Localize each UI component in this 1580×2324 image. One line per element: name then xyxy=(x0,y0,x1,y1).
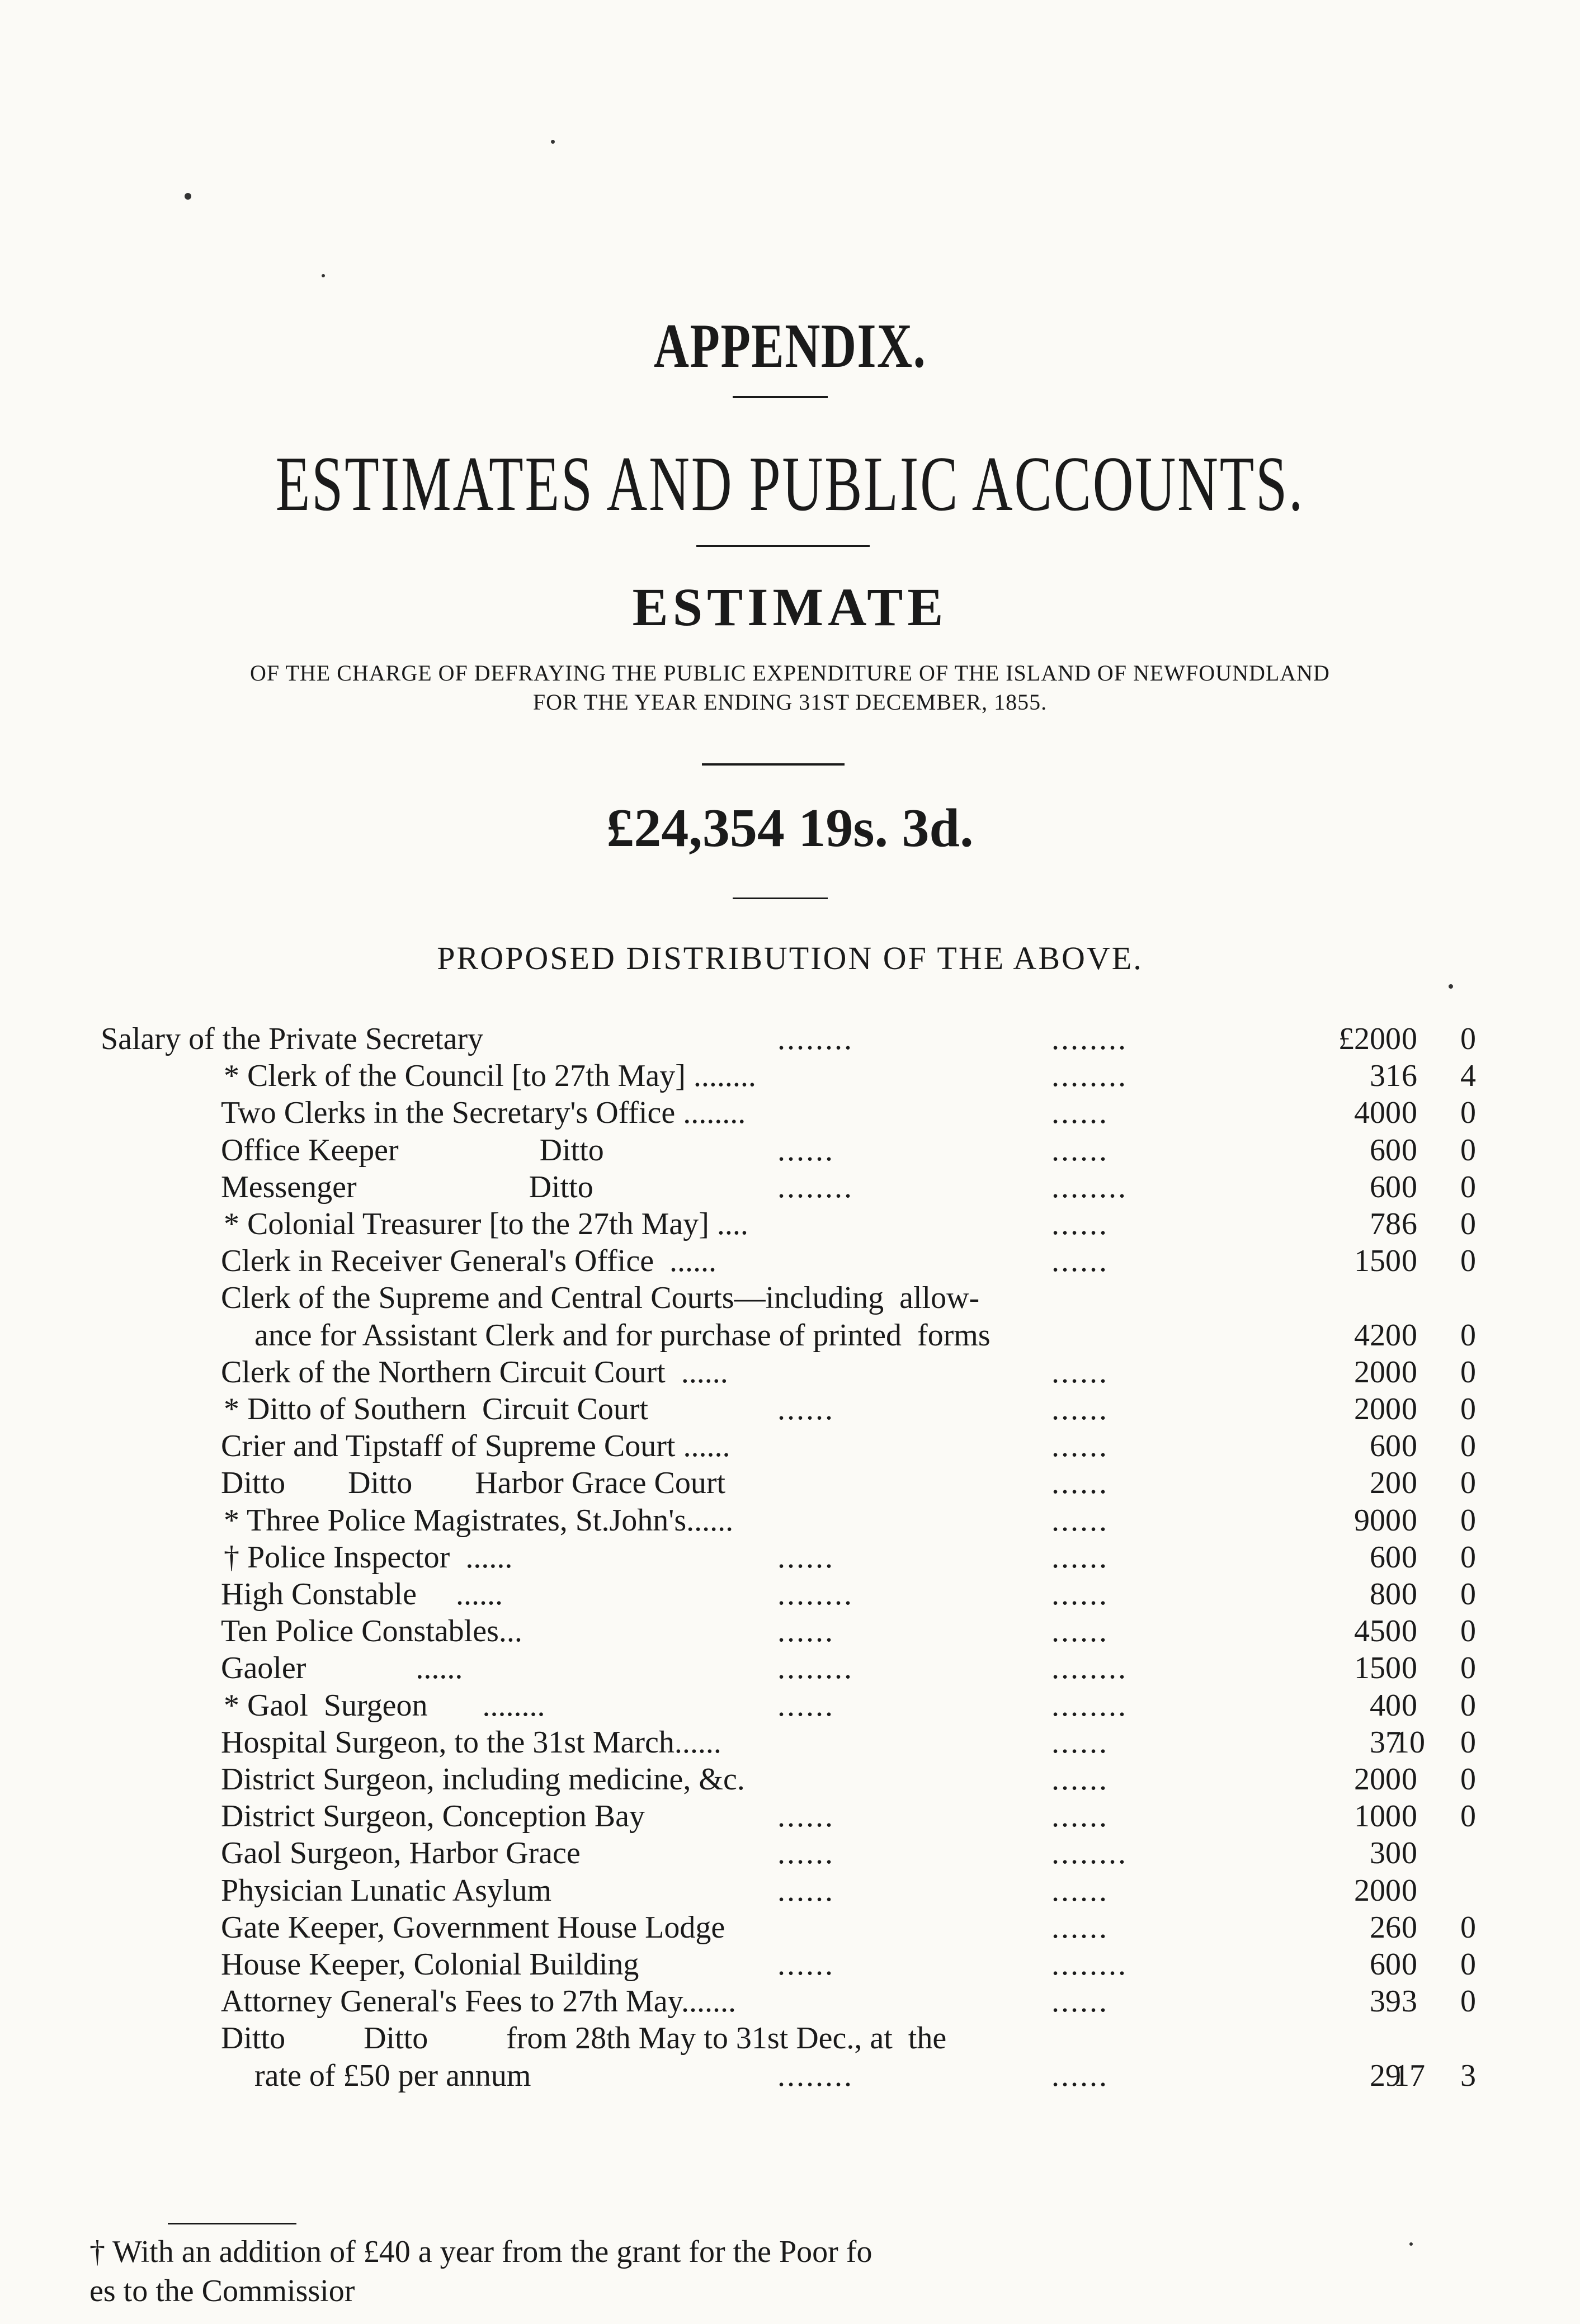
row-description: Clerk of the Supreme and Central Courts—including allow- xyxy=(221,1281,980,1315)
leader-dots: ........ xyxy=(1051,1170,1128,1204)
leader-dots: ...... xyxy=(777,1836,834,1870)
table-row xyxy=(0,1687,1580,1724)
leader-dots: ........ xyxy=(1051,1947,1128,1982)
amount-pounds: 40 xyxy=(1370,1688,1401,1723)
amount-pounds: 30 xyxy=(1370,1836,1401,1870)
amount-pounds: 60 xyxy=(1370,1540,1401,1575)
table-row xyxy=(0,1650,1580,1687)
table-row xyxy=(0,1724,1580,1761)
row-description: High Constable ...... xyxy=(221,1577,503,1612)
leader-dots: ...... xyxy=(777,1392,834,1426)
estimate-subtitle-line2: FOR THE YEAR ENDING 31ST DECEMBER, 1855. xyxy=(532,689,1048,715)
amount-shillings: 0 xyxy=(1402,1429,1417,1463)
amount-pounds: 450 xyxy=(1354,1614,1401,1648)
table-row xyxy=(0,2057,1580,2094)
table-row xyxy=(0,1169,1580,1206)
amount-shillings: 0 xyxy=(1402,1022,1417,1056)
leader-dots: ...... xyxy=(1051,2058,1109,2093)
footnote-line-1: † With an addition of £40 a year from the grant for the Poor fo xyxy=(89,2235,872,2269)
table-row xyxy=(0,1798,1580,1835)
leader-dots: ...... xyxy=(777,1799,834,1834)
amount-pounds: 39 xyxy=(1370,1984,1401,2019)
amount-shillings: 0 xyxy=(1402,1095,1417,1130)
amount-shillings: 0 xyxy=(1402,1947,1417,1982)
amount-pounds: 900 xyxy=(1354,1503,1401,1538)
amount-shillings: 6 xyxy=(1402,1059,1417,1093)
leader-dots: ...... xyxy=(777,1133,834,1168)
amount-pence: 0 xyxy=(1460,1947,1476,1982)
table-row xyxy=(0,1279,1580,1316)
row-description: Gaoler ...... xyxy=(221,1651,463,1685)
divider xyxy=(733,898,828,899)
row-description: * Gaol Surgeon ........ xyxy=(224,1688,545,1723)
amount-pence: 0 xyxy=(1460,1318,1476,1353)
table-row xyxy=(0,1465,1580,1501)
amount-shillings: 0 xyxy=(1402,1133,1417,1168)
amount-pence: 0 xyxy=(1460,1725,1476,1760)
amount-shillings: 0 xyxy=(1402,1762,1417,1797)
table-row xyxy=(0,1094,1580,1131)
amount-pounds: 200 xyxy=(1354,1873,1401,1908)
leader-dots: ...... xyxy=(1051,1207,1109,1241)
row-description: Ditto Ditto Harbor Grace Court xyxy=(221,1466,726,1500)
row-description: Gate Keeper, Government House Lodge xyxy=(221,1910,725,1945)
amount-shillings: 17 xyxy=(1394,2058,1425,2093)
leader-dots: ...... xyxy=(1051,1133,1109,1168)
table-row xyxy=(0,1206,1580,1243)
amount-pence: 0 xyxy=(1460,1133,1476,1168)
table-row xyxy=(0,1243,1580,1279)
amount-pence: 0 xyxy=(1460,1540,1476,1575)
leader-dots: ........ xyxy=(1051,1688,1128,1723)
leader-dots: ...... xyxy=(777,1540,834,1575)
amount-shillings: 10 xyxy=(1394,1725,1425,1760)
row-description: ance for Assistant Clerk and for purchase of printed forms xyxy=(254,1318,991,1353)
row-description: Ten Police Constables... xyxy=(221,1614,522,1648)
row-description: Clerk in Receiver General's Office ...... xyxy=(221,1244,717,1278)
divider xyxy=(733,396,828,398)
divider xyxy=(702,763,845,766)
leader-dots: ...... xyxy=(1051,1095,1109,1130)
row-description: Two Clerks in the Secretary's Office ........ xyxy=(221,1095,746,1130)
row-description: Ditto Ditto from 28th May to 31st Dec., at the xyxy=(221,2021,947,2056)
amount-pounds: 78 xyxy=(1370,1207,1401,1241)
amount-pence: 0 xyxy=(1460,1577,1476,1612)
amount-pence: 0 xyxy=(1460,1503,1476,1538)
row-description: * Ditto of Southern Circuit Court xyxy=(224,1392,649,1426)
amount-shillings: 0 xyxy=(1402,1688,1417,1723)
amount-pounds: 60 xyxy=(1370,1429,1401,1463)
row-description: Gaol Surgeon, Harbor Grace xyxy=(221,1836,581,1870)
amount-shillings: 0 xyxy=(1402,1836,1417,1870)
table-row xyxy=(0,1576,1580,1613)
amount-pounds: 200 xyxy=(1354,1392,1401,1426)
amount-pence: 0 xyxy=(1460,1614,1476,1648)
row-description: * Clerk of the Council [to 27th May] ........ xyxy=(224,1059,756,1093)
row-description: † Police Inspector ...... xyxy=(224,1540,513,1575)
amount-shillings: 0 xyxy=(1402,1244,1417,1278)
table-row xyxy=(0,1539,1580,1576)
table-row xyxy=(0,1761,1580,1798)
scan-speck xyxy=(551,140,555,144)
row-description: House Keeper, Colonial Building xyxy=(221,1947,639,1982)
leader-dots: ........ xyxy=(777,2058,853,2093)
amount-pence: 0 xyxy=(1460,1910,1476,1945)
table-row xyxy=(0,1872,1580,1909)
row-description: Hospital Surgeon, to the 31st March...... xyxy=(221,1725,721,1760)
estimate-heading: ESTIMATE xyxy=(632,577,948,637)
amount-shillings: 0 xyxy=(1402,1170,1417,1204)
estimate-subtitle-line1: OF THE CHARGE OF DEFRAYING THE PUBLIC EXPENDITURE OF THE ISLAND OF NEWFOUNDLAND xyxy=(250,660,1330,686)
amount-pence: 4 xyxy=(1460,1059,1476,1093)
amount-pence: 0 xyxy=(1460,1688,1476,1723)
scan-speck xyxy=(322,274,325,277)
amount-pounds: 26 xyxy=(1370,1910,1401,1945)
table-row xyxy=(0,1354,1580,1391)
leader-dots: ........ xyxy=(777,1170,853,1204)
amount-shillings: 3 xyxy=(1402,1984,1417,2019)
amount-pence: 0 xyxy=(1460,1651,1476,1685)
amount-shillings: 0 xyxy=(1402,1910,1417,1945)
amount-pence: 0 xyxy=(1460,1207,1476,1241)
amount-pounds: 29 xyxy=(1370,2058,1401,2093)
row-description: Salary of the Private Secretary xyxy=(101,1022,484,1056)
table-row xyxy=(0,1428,1580,1465)
amount-pence: 0 xyxy=(1460,1095,1476,1130)
leader-dots: ...... xyxy=(1051,1577,1109,1612)
amount-pence: 0 xyxy=(1460,1429,1476,1463)
leader-dots: ........ xyxy=(777,1651,853,1685)
leader-dots: ........ xyxy=(1051,1836,1128,1870)
leader-dots: ........ xyxy=(777,1577,853,1612)
row-description: Attorney General's Fees to 27th May....... xyxy=(221,1984,736,2019)
table-row xyxy=(0,1391,1580,1428)
amount-pounds: 400 xyxy=(1354,1095,1401,1130)
amount-pounds: 60 xyxy=(1370,1947,1401,1982)
table-row xyxy=(0,1613,1580,1650)
footnote-line-2: es to the Commissior xyxy=(89,2274,355,2308)
row-description: District Surgeon, Conception Bay xyxy=(221,1799,645,1834)
leader-dots: ........ xyxy=(1051,1059,1128,1093)
leader-dots: ...... xyxy=(1051,1466,1109,1500)
leader-dots: ...... xyxy=(1051,1799,1109,1834)
row-description: * Three Police Magistrates, St.John's...... xyxy=(224,1503,734,1538)
divider xyxy=(696,545,870,547)
row-description: * Colonial Treasurer [to the 27th May] .... xyxy=(224,1207,748,1241)
leader-dots: ...... xyxy=(1051,1910,1109,1945)
amount-pence: 0 xyxy=(1460,1466,1476,1500)
amount-shillings: 0 xyxy=(1402,1614,1417,1648)
page-title: ESTIMATES AND PUBLIC ACCOUNTS. xyxy=(275,441,1305,527)
row-description: Office Keeper Ditto xyxy=(221,1133,604,1168)
table-row xyxy=(0,1021,1580,1057)
leader-dots: ...... xyxy=(1051,1762,1109,1797)
distribution-heading: PROPOSED DISTRIBUTION OF THE ABOVE. xyxy=(437,940,1143,976)
amount-shillings: 0 xyxy=(1402,1392,1417,1426)
table-row xyxy=(0,1835,1580,1872)
amount-shillings: 0 xyxy=(1402,1577,1417,1612)
leader-dots: ...... xyxy=(777,1947,834,1982)
amount-shillings: 0 xyxy=(1402,1799,1417,1834)
leader-dots: ........ xyxy=(1051,1022,1128,1056)
amount-shillings: 0 xyxy=(1402,1651,1417,1685)
row-description: Clerk of the Northern Circuit Court ...... xyxy=(221,1355,728,1390)
leader-dots: ...... xyxy=(1051,1392,1109,1426)
amount-pounds: 80 xyxy=(1370,1577,1401,1612)
leader-dots: ...... xyxy=(1051,1429,1109,1463)
leader-dots: ...... xyxy=(1051,1355,1109,1390)
amount-pounds: 200 xyxy=(1354,1355,1401,1390)
leader-dots: ...... xyxy=(1051,1540,1109,1575)
amount-pounds: 100 xyxy=(1354,1799,1401,1834)
leader-dots: ...... xyxy=(1051,1244,1109,1278)
amount-pounds: 60 xyxy=(1370,1133,1401,1168)
leader-dots: ...... xyxy=(1051,1725,1109,1760)
scan-speck xyxy=(185,193,191,200)
leader-dots: ........ xyxy=(1051,1651,1128,1685)
amount-pounds: 60 xyxy=(1370,1170,1401,1204)
row-description: District Surgeon, including medicine, &c. xyxy=(221,1762,745,1797)
amount-shillings: 0 xyxy=(1402,1540,1417,1575)
scan-speck xyxy=(1449,984,1453,989)
estimate-total: £24,354 19s. 3d. xyxy=(606,798,974,858)
row-description: rate of £50 per annum xyxy=(254,2058,531,2093)
amount-pence: 3 xyxy=(1460,2058,1476,2093)
amount-pounds: 420 xyxy=(1354,1318,1401,1353)
table-row xyxy=(0,1502,1580,1539)
row-description: Messenger Ditto xyxy=(221,1170,593,1204)
leader-dots: ........ xyxy=(777,1022,853,1056)
table-row xyxy=(0,1946,1580,1983)
amount-pence: 0 xyxy=(1460,1022,1476,1056)
table-row xyxy=(0,2020,1580,2057)
amount-pence: 0 xyxy=(1460,1244,1476,1278)
leader-dots: ...... xyxy=(1051,1873,1109,1908)
amount-pence: 0 xyxy=(1460,1984,1476,2019)
leader-dots: ...... xyxy=(1051,1503,1109,1538)
leader-dots: ...... xyxy=(1051,1614,1109,1648)
amount-pounds: 150 xyxy=(1354,1651,1401,1685)
leader-dots: ...... xyxy=(777,1873,834,1908)
amount-shillings: 0 xyxy=(1402,1355,1417,1390)
table-row xyxy=(0,1057,1580,1094)
table-row xyxy=(0,1909,1580,1946)
amount-shillings: 6 xyxy=(1402,1207,1417,1241)
amount-pounds: 200 xyxy=(1354,1762,1401,1797)
amount-shillings: 0 xyxy=(1402,1466,1417,1500)
amount-pounds: £200 xyxy=(1338,1022,1401,1056)
row-description: Physician Lunatic Asylum xyxy=(221,1873,552,1908)
amount-shillings: 0 xyxy=(1402,1873,1417,1908)
amount-pence: 0 xyxy=(1460,1392,1476,1426)
leader-dots: ...... xyxy=(777,1614,834,1648)
amount-pence: 0 xyxy=(1460,1762,1476,1797)
amount-shillings: 0 xyxy=(1402,1503,1417,1538)
row-description: Crier and Tipstaff of Supreme Court ...... xyxy=(221,1429,730,1463)
table-row xyxy=(0,1983,1580,2020)
amount-pounds: 37 xyxy=(1370,1725,1401,1760)
amount-pounds: 31 xyxy=(1370,1059,1401,1093)
amount-pence: 0 xyxy=(1460,1799,1476,1834)
footnote-divider xyxy=(168,2223,296,2224)
amount-pounds: 20 xyxy=(1370,1466,1401,1500)
appendix-heading: APPENDIX. xyxy=(653,311,927,381)
table-row xyxy=(0,1317,1580,1354)
amount-shillings: 0 xyxy=(1402,1318,1417,1353)
amount-pence: 0 xyxy=(1460,1355,1476,1390)
scan-speck xyxy=(1409,2242,1413,2246)
amount-pence: 0 xyxy=(1460,1170,1476,1204)
leader-dots: ...... xyxy=(777,1688,834,1723)
leader-dots: ...... xyxy=(1051,1984,1109,2019)
amount-pounds: 150 xyxy=(1354,1244,1401,1278)
table-row xyxy=(0,1132,1580,1169)
